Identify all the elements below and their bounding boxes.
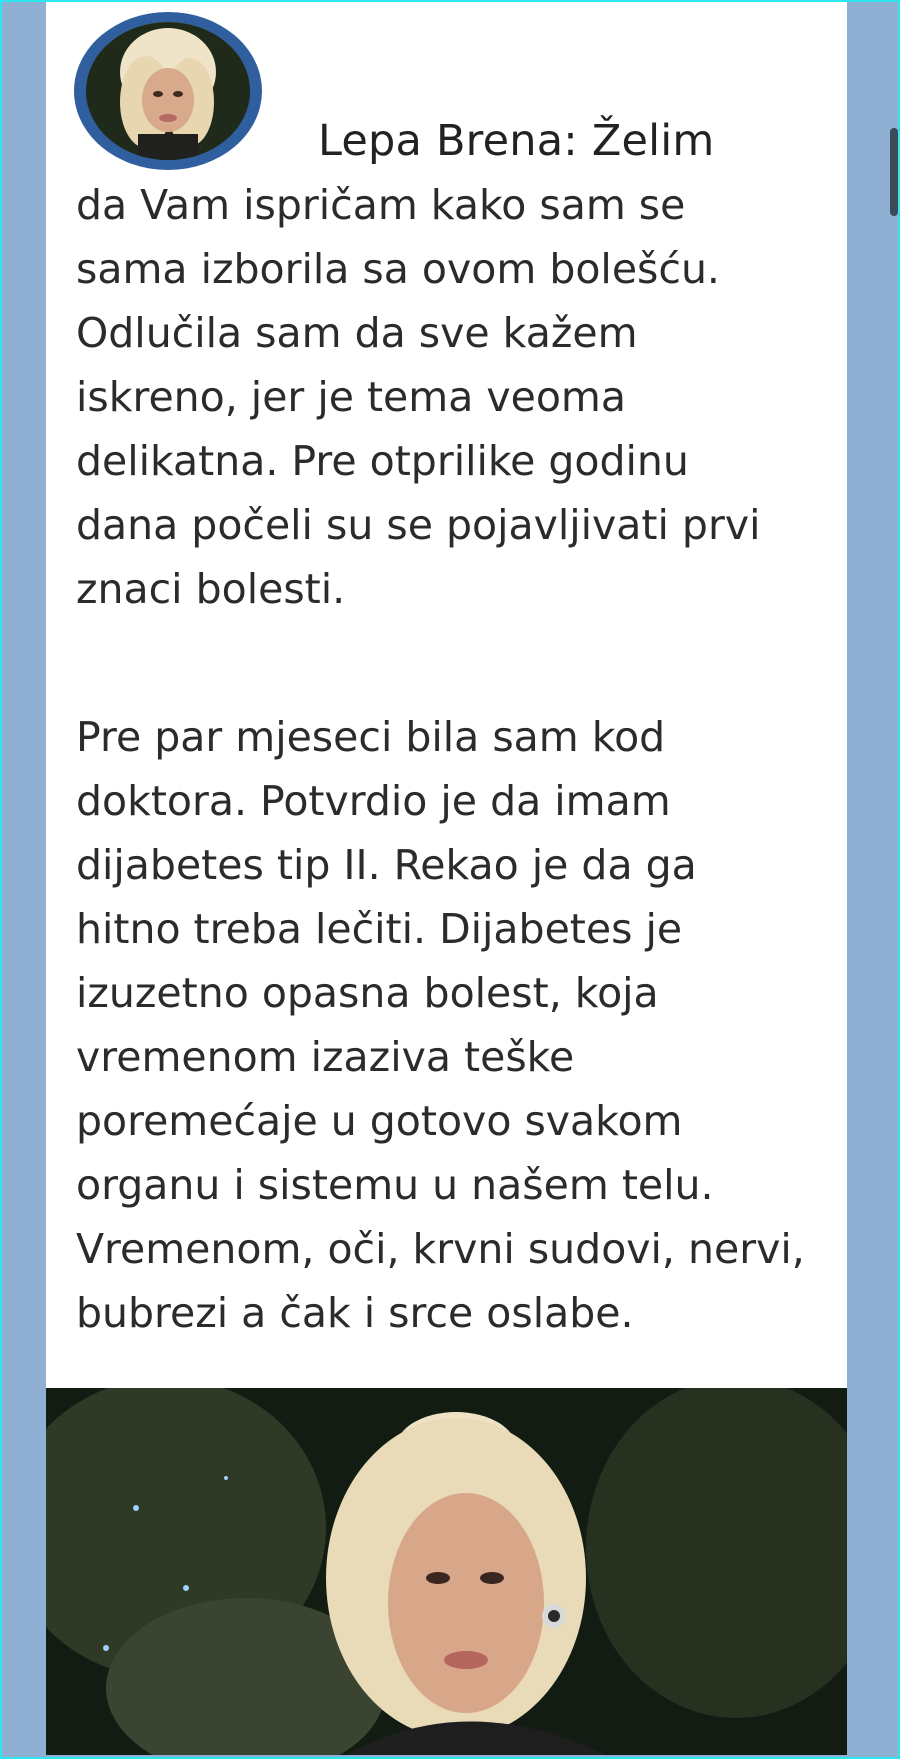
text-line: da Vam ispričam kako sam se xyxy=(76,181,686,229)
text-line: izuzetno opasna bolest, koja xyxy=(76,969,659,1017)
text-line: Vremenom, oči, krvni sudovi, nervi, xyxy=(76,1225,805,1273)
text-line: doktora. Potvrdio je da imam xyxy=(76,777,671,825)
text-line: bubrezi a čak i srce oslabe. xyxy=(76,1289,634,1337)
author-name: Lepa Brena: xyxy=(318,116,578,166)
article-paragraph-1 xyxy=(76,173,836,621)
author-photo[interactable] xyxy=(46,1388,847,1755)
avatar-portrait-icon xyxy=(86,22,250,160)
text-line: Pre par mjeseci bila sam kod xyxy=(76,713,666,761)
text-line: dijabetes tip II. Rekao je da ga xyxy=(76,841,697,889)
text-line: delikatna. Pre otprilike godinu xyxy=(76,437,689,485)
text-line: organu i sistemu u našem telu. xyxy=(76,1161,714,1209)
text-line: poremećaje u gotovo svakom xyxy=(76,1097,683,1145)
text-line: znaci bolesti. xyxy=(76,565,346,613)
text-line: dana počeli su se pojavljivati prvi xyxy=(76,501,761,549)
intro-first-word: Želim xyxy=(591,116,715,166)
text-line: Odlučila sam da sve kažem xyxy=(76,309,638,357)
text-line: iskreno, jer je tema veoma xyxy=(76,373,626,421)
scrollbar-thumb[interactable] xyxy=(890,128,898,216)
author-avatar[interactable] xyxy=(86,22,250,160)
article-paragraph-2 xyxy=(76,705,836,1345)
portrait-photo-icon xyxy=(46,1388,847,1755)
text-line: sama izborila sa ovom bolešću. xyxy=(76,245,720,293)
text-line: hitno treba lečiti. Dijabetes je xyxy=(76,905,683,953)
author-intro-line xyxy=(318,116,715,166)
text-line: vremenom izaziva teške xyxy=(76,1033,575,1081)
